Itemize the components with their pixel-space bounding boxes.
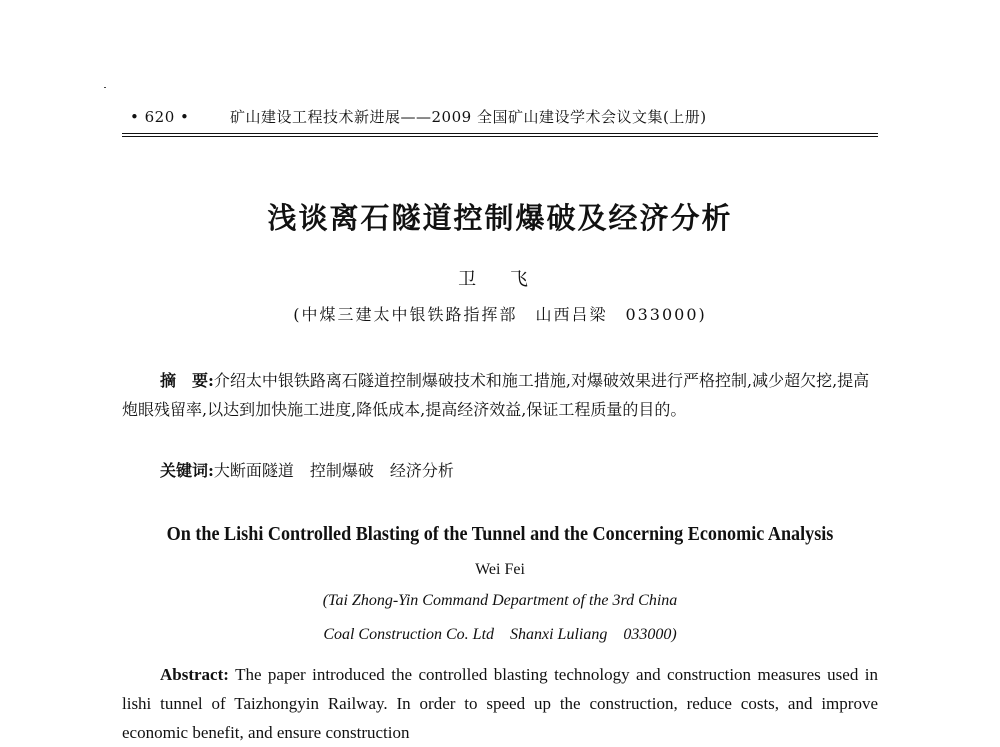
english-title: On the Lishi Controlled Blasting of the Tunnel and the Concerning Economic Analysis xyxy=(166,524,834,545)
author-name: 卫 飞 xyxy=(458,269,542,290)
abstract-text-en: The paper introduced the controlled blasting technology and construction measures used in lishi tunnel of Taizhongyin Railway. In order to speed up the construction, reduce costs, and improve economic benefit, and ensure construction xyxy=(122,665,879,742)
author-affiliation: (中煤三建太中银铁路指挥部 山西吕梁 033000) xyxy=(293,305,707,324)
abstract-text-cn: 介绍太中银铁路离石隧道控制爆破技术和施工措施,对爆破效果进行严格控制,减少超欠挖,提高炮眼残留率,以达到加快施工进度,降低成本,提高经济效益,保证工程质量的目的。 xyxy=(122,371,870,419)
english-affiliation-line2: Coal Construction Co. Ltd Shanxi Luliang 033000) xyxy=(323,626,677,643)
chinese-abstract xyxy=(122,366,878,424)
english-affiliation-line1: (Tai Zhong-Yin Command Department of the 3rd China xyxy=(322,592,678,609)
header-rule-bottom xyxy=(122,136,878,137)
header-rule-top xyxy=(122,133,878,134)
journal-title: 矿山建设工程技术新进展——2009 全国矿山建设学术会议文集(上册) xyxy=(230,108,707,126)
paper-title: 浅谈离石隧道控制爆破及经济分析 xyxy=(267,201,733,235)
page-number: • 620 • xyxy=(130,108,190,126)
keywords-label-cn: 关键词: xyxy=(160,461,214,480)
english-abstract xyxy=(122,660,878,747)
english-author: Wei Fei xyxy=(475,561,525,578)
keywords-text-cn: 大断面隧道 控制爆破 经济分析 xyxy=(213,461,454,480)
abstract-label-en: Abstract: xyxy=(160,665,229,684)
scan-mark xyxy=(104,87,106,88)
abstract-label-cn: 摘 要: xyxy=(160,371,214,390)
chinese-keywords xyxy=(160,458,454,481)
running-header xyxy=(130,106,875,127)
